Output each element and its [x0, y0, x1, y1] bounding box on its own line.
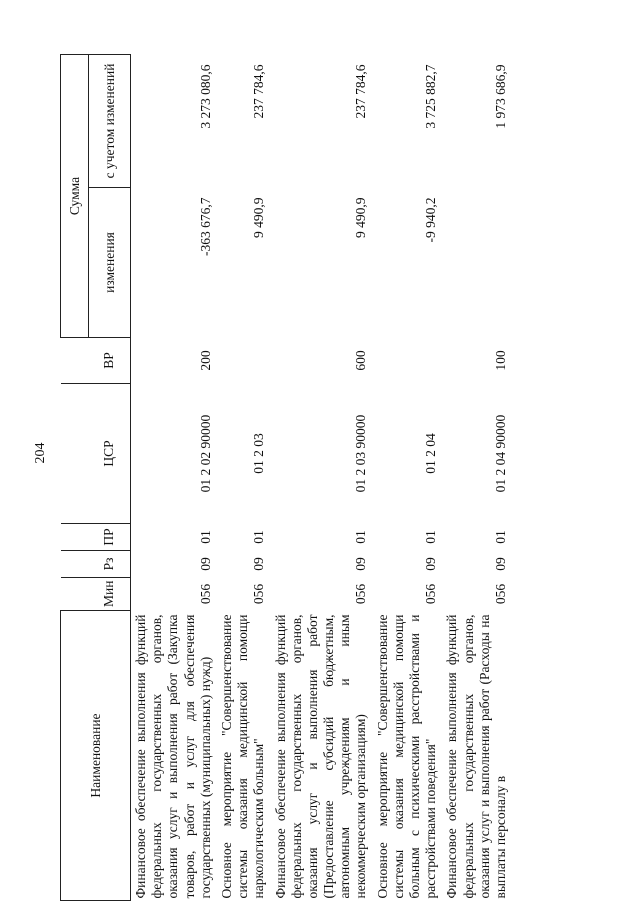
row-csr: 01 2 03 [251, 433, 267, 474]
row-name: Финансовое обеспечение выполнения функций федеральных государственных органов, оказания услуг и выполнения работ (Расходы на выплаты персоналу в [444, 614, 508, 899]
row-change: -9 940,2 [423, 197, 439, 243]
row-min: 056 [197, 583, 213, 605]
row-rz: 09 [492, 557, 508, 571]
rotated-page-content [60, 55, 580, 901]
row-total: 237 784,6 [353, 64, 369, 119]
row-vr: 200 [197, 350, 213, 371]
row-vr [373, 338, 443, 384]
header-sum: Сумма [61, 54, 89, 337]
row-min: 056 [423, 583, 439, 605]
header-with-changes: с учетом изменений [89, 54, 131, 187]
header-min: Мин [89, 578, 131, 611]
row-pr: 01 [492, 530, 508, 544]
row-total: 237 784,6 [251, 64, 267, 119]
table-row [217, 54, 271, 900]
row-name: Финансовое обеспечение выполнения функций федеральных государственных органов, оказания услуг и выполнения работ (Закупка товаров, работ и услуг для обеспечения государственных (муниципальных) нужд) [133, 614, 213, 899]
row-csr: 01 2 02 90000 [197, 414, 213, 493]
header-vr-bar [61, 338, 89, 384]
table-row [442, 54, 512, 900]
table-row [373, 54, 443, 900]
row-change: -363 676,7 [197, 197, 213, 256]
row-change: 9 490,9 [353, 197, 369, 238]
row-rz: 09 [353, 557, 369, 571]
row-rz: 09 [197, 557, 213, 571]
header-csr-bar [61, 384, 89, 524]
header-csr: ЦСР [89, 384, 131, 524]
row-total: 3 725 882,7 [423, 64, 439, 129]
row-rz: 09 [423, 557, 439, 571]
row-csr: 01 2 04 90000 [492, 414, 508, 493]
row-total: 1 973 686,9 [492, 64, 508, 129]
header-name: Наименование [61, 611, 131, 901]
row-min: 056 [492, 583, 508, 605]
header-rz: Рз [89, 551, 131, 578]
row-csr: 01 2 03 90000 [353, 414, 369, 493]
header-vr: ВР [89, 338, 131, 384]
row-pr: 01 [423, 530, 439, 544]
row-name: Основное мероприятие "Совершенствование системы оказания медицинской помощи наркологическим больным" [218, 614, 267, 899]
row-rz: 09 [251, 557, 267, 571]
row-pr: 01 [353, 530, 369, 544]
row-vr: 100 [492, 350, 508, 371]
row-change: 9 490,9 [251, 197, 267, 238]
row-min: 056 [353, 583, 369, 605]
row-name: Основное мероприятие "Совершенствование системы оказания медицинской помощи больным с психическими расстройствами и расстройствами поведения" [374, 614, 439, 899]
row-pr: 01 [197, 530, 213, 544]
row-name: Финансовое обеспечение выполнения функций федеральных государственных органов, оказания услуг и выполнения работ (Предоставление субсидий бюджетным, автономным учреждениям и иным некоммерческим организациям) [272, 614, 369, 899]
header-pr: ПР [89, 524, 131, 551]
row-vr: 600 [353, 350, 369, 371]
row-vr [217, 338, 271, 384]
row-min: 056 [251, 583, 267, 605]
header-changes: изменения [89, 188, 131, 338]
header-pr-bar [61, 524, 89, 551]
row-csr: 01 2 04 [423, 433, 439, 474]
row-change [442, 188, 512, 338]
header-rz-bar [61, 551, 89, 578]
budget-table [60, 54, 512, 901]
page-number: 204 [33, 442, 48, 464]
row-total: 3 273 080,6 [197, 64, 213, 129]
table-row [271, 54, 373, 900]
row-pr: 01 [251, 530, 267, 544]
header-min-bar [61, 578, 89, 611]
table-row [131, 54, 217, 900]
